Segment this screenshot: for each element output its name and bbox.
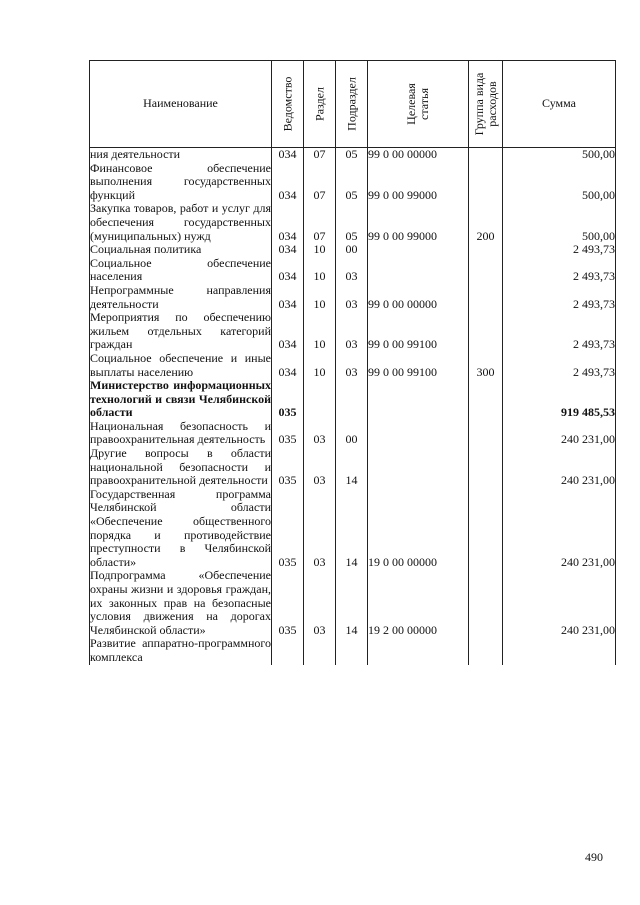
- cell-section: 07: [304, 148, 336, 162]
- cell-name: Социальная политика: [90, 243, 272, 257]
- cell-section: 10: [304, 284, 336, 311]
- cell-expense-group: [469, 447, 503, 488]
- cell-department: 034: [272, 202, 304, 243]
- header-department-label: Ведомство: [280, 76, 294, 132]
- cell-expense-group: [469, 284, 503, 311]
- cell-section: 03: [304, 420, 336, 447]
- cell-sum: 500,00: [503, 202, 616, 243]
- cell-sum: [503, 637, 616, 664]
- cell-expense-group: [469, 569, 503, 637]
- cell-department: 034: [272, 352, 304, 379]
- header-sum: Сумма: [503, 61, 616, 148]
- cell-department: 034: [272, 257, 304, 284]
- cell-target-article: 99 0 00 99000: [368, 162, 469, 203]
- cell-sum: 2 493,73: [503, 243, 616, 257]
- cell-expense-group: [469, 488, 503, 570]
- cell-expense-group: [469, 162, 503, 203]
- cell-sum: 240 231,00: [503, 569, 616, 637]
- cell-subsection: 03: [336, 257, 368, 284]
- cell-sum: 2 493,73: [503, 352, 616, 379]
- header-expense-group: [469, 61, 503, 148]
- cell-target-article: 99 0 00 00000: [368, 148, 469, 162]
- cell-department: 034: [272, 311, 304, 352]
- table-row: [90, 284, 616, 311]
- cell-name: Министерство информационных технологий и связи Челябинской области: [90, 378, 271, 420]
- cell-department: 034: [272, 162, 304, 203]
- cell-target-article: 19 0 00 00000: [368, 488, 469, 570]
- cell-section: 03: [304, 488, 336, 570]
- cell-subsection: 03: [336, 311, 368, 352]
- table-body: [90, 148, 616, 665]
- cell-subsection: 05: [336, 202, 368, 243]
- header-section-label: Раздел: [312, 87, 326, 121]
- cell-section: 10: [304, 243, 336, 257]
- cell-sum: 2 493,73: [503, 284, 616, 311]
- cell-department: 034: [272, 284, 304, 311]
- cell-target-article: [368, 257, 469, 284]
- header-name: Наименование: [90, 61, 272, 148]
- cell-target-article: [368, 447, 469, 488]
- cell-sum: 500,00: [503, 162, 616, 203]
- table-row: [90, 257, 616, 284]
- cell-expense-group: 300: [469, 352, 503, 379]
- cell-target-article: 99 0 00 99000: [368, 202, 469, 243]
- cell-name: Мероприятия по обеспечению жильем отдельных категорий граждан: [90, 310, 271, 352]
- cell-sum: 240 231,00: [503, 420, 616, 447]
- cell-sum: 2 493,73: [503, 257, 616, 284]
- cell-target-article: [368, 637, 469, 664]
- cell-target-article: [368, 420, 469, 447]
- cell-name: Подпрограмма «Обеспечение охраны жизни и здоровья граждан, их законных прав на безопасные условия движения на дорогах Челябинской области»: [90, 568, 271, 637]
- cell-department: 035: [272, 379, 304, 420]
- table-row: [90, 148, 616, 162]
- table-row: [90, 162, 616, 203]
- table-row: [90, 202, 616, 243]
- cell-expense-group: 200: [469, 202, 503, 243]
- table-row: [90, 420, 616, 447]
- header-department: [272, 61, 304, 148]
- cell-subsection: 00: [336, 420, 368, 447]
- cell-target-article: 19 2 00 00000: [368, 569, 469, 637]
- table-row: [90, 569, 616, 637]
- cell-sum: 240 231,00: [503, 447, 616, 488]
- cell-subsection: 14: [336, 447, 368, 488]
- cell-department: 035: [272, 447, 304, 488]
- cell-section: 07: [304, 162, 336, 203]
- cell-subsection: 05: [336, 162, 368, 203]
- header-subsection: [336, 61, 368, 148]
- cell-subsection: 14: [336, 488, 368, 570]
- cell-subsection: 05: [336, 148, 368, 162]
- table-row: [90, 447, 616, 488]
- cell-department: [272, 637, 304, 664]
- cell-name: Социальное обеспечение населения: [90, 255, 271, 284]
- header-target-article-label: Целевая статья: [404, 83, 431, 125]
- table-row: [90, 488, 616, 570]
- cell-section: 10: [304, 352, 336, 379]
- header-expense-group-label: Группа вида расходов: [471, 72, 499, 136]
- cell-section: 03: [304, 447, 336, 488]
- cell-expense-group: [469, 637, 503, 664]
- cell-name: Государственная программа Челябинской области «Обеспечение общественного порядка и противодействие преступности в Челябинской области»: [90, 486, 271, 569]
- cell-name: Социальное обеспечение и иные выплаты населению: [90, 350, 271, 379]
- cell-name: Национальная безопасность и правоохранительная деятельность: [90, 418, 271, 447]
- cell-name: Закупка товаров, работ и услуг для обеспечения государственных (муниципальных) нужд: [90, 201, 271, 243]
- cell-name: Финансовое обеспечение выполнения государственных функций: [90, 160, 271, 202]
- cell-section: [304, 379, 336, 420]
- cell-name: ния деятельности: [90, 148, 272, 162]
- cell-expense-group: [469, 257, 503, 284]
- cell-section: 03: [304, 569, 336, 637]
- cell-name: Непрограммные направления деятельности: [90, 282, 271, 311]
- cell-subsection: 03: [336, 352, 368, 379]
- cell-department: 034: [272, 148, 304, 162]
- cell-department: 034: [272, 243, 304, 257]
- cell-name: Другие вопросы в области национальной безопасности и правоохранительной деятельности: [90, 446, 271, 488]
- budget-table: [89, 60, 616, 665]
- table-row: [90, 379, 616, 420]
- cell-target-article: [368, 243, 469, 257]
- cell-name: Развитие аппаратно-программного комплекса: [90, 636, 271, 664]
- cell-subsection: 14: [336, 569, 368, 637]
- cell-target-article: 99 0 00 99100: [368, 352, 469, 379]
- cell-section: 07: [304, 202, 336, 243]
- cell-expense-group: [469, 420, 503, 447]
- header-subsection-label: Подраздел: [344, 77, 358, 131]
- cell-sum: 240 231,00: [503, 488, 616, 570]
- cell-subsection: [336, 379, 368, 420]
- cell-target-article: [368, 379, 469, 420]
- cell-sum: 919 485,53: [503, 379, 616, 420]
- header-section: [304, 61, 336, 148]
- table-row: [90, 311, 616, 352]
- cell-expense-group: [469, 379, 503, 420]
- cell-section: 10: [304, 311, 336, 352]
- cell-sum: 2 493,73: [503, 311, 616, 352]
- cell-section: [304, 637, 336, 664]
- header-target-article: [368, 61, 469, 148]
- table-row: [90, 637, 616, 664]
- cell-expense-group: [469, 243, 503, 257]
- cell-expense-group: [469, 311, 503, 352]
- cell-department: 035: [272, 488, 304, 570]
- cell-subsection: 03: [336, 284, 368, 311]
- cell-target-article: 99 0 00 99100: [368, 311, 469, 352]
- cell-target-article: 99 0 00 00000: [368, 284, 469, 311]
- cell-department: 035: [272, 569, 304, 637]
- table-header: [90, 61, 616, 148]
- cell-sum: 500,00: [503, 148, 616, 162]
- table-row: [90, 352, 616, 379]
- table-row: [90, 243, 616, 257]
- cell-subsection: 00: [336, 243, 368, 257]
- cell-expense-group: [469, 148, 503, 162]
- page-number: 490: [585, 850, 603, 864]
- cell-subsection: [336, 637, 368, 664]
- cell-department: 035: [272, 420, 304, 447]
- cell-section: 10: [304, 257, 336, 284]
